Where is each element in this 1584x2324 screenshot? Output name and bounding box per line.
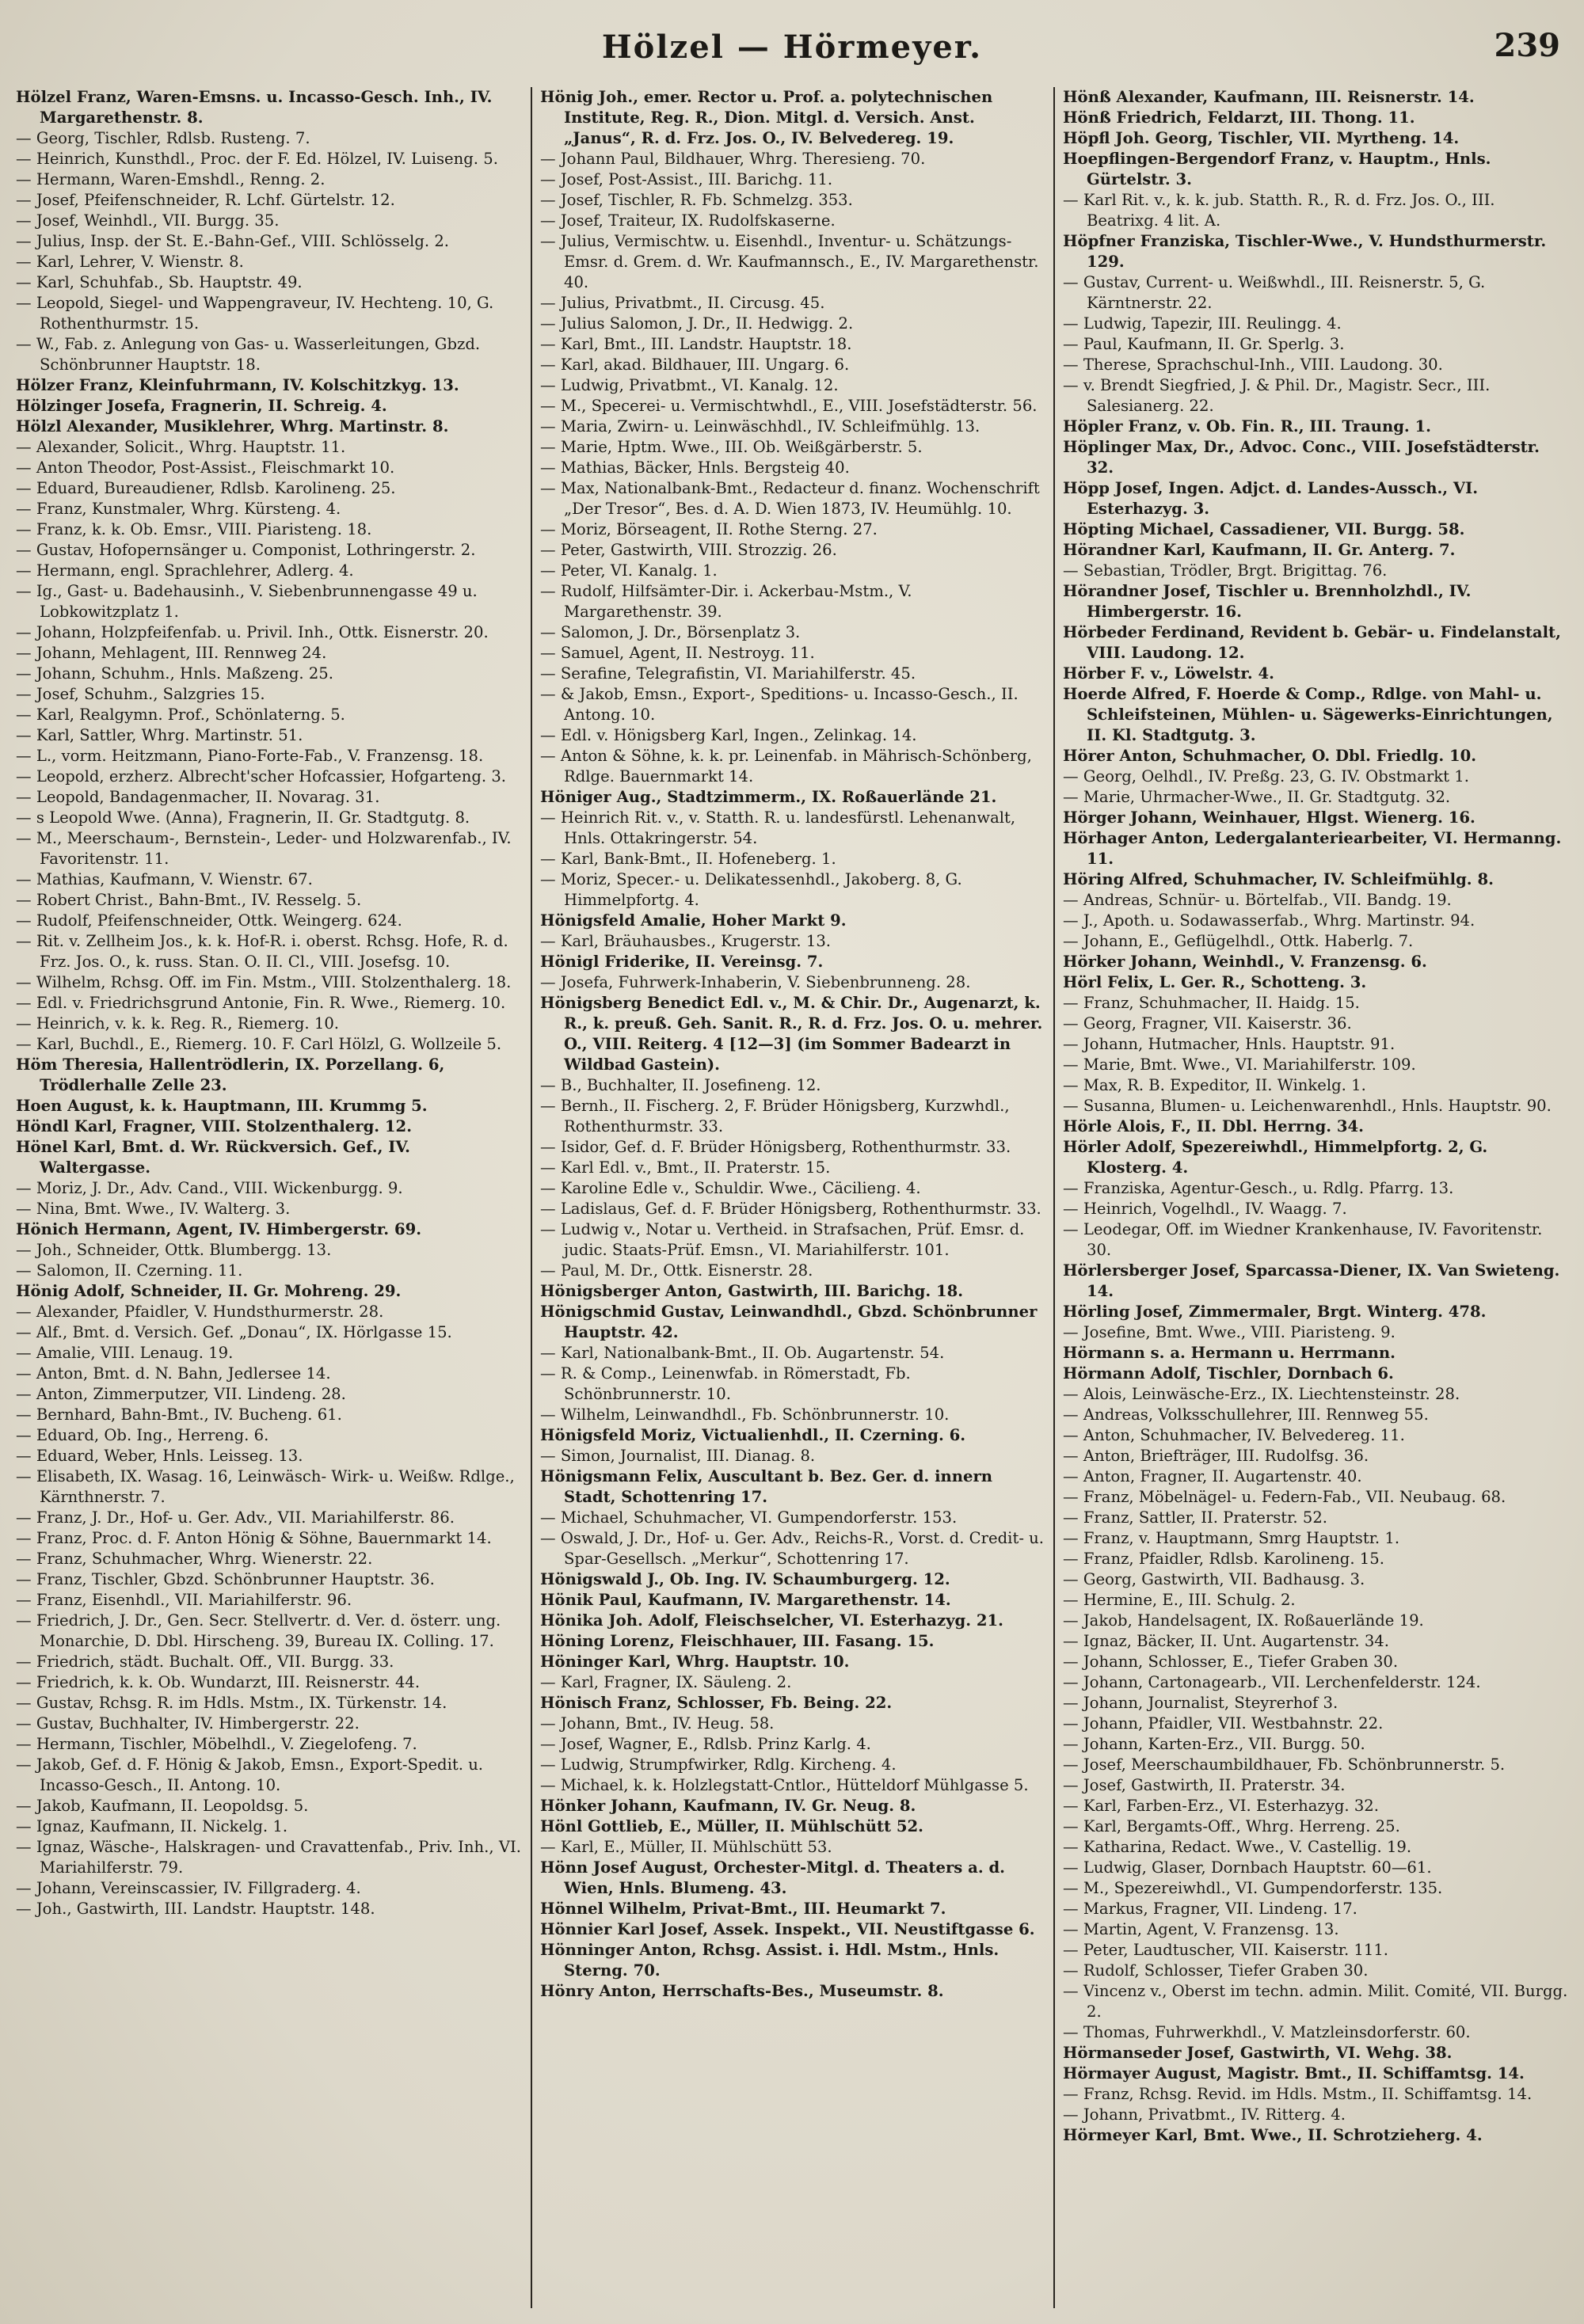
directory-entry: — Ludwig, Tapezir, III. Reulingg. 4. <box>1063 314 1342 333</box>
directory-entry-surname: Hönß Friedrich, Feldarzt, III. Thong. 11. <box>1063 108 1415 127</box>
directory-entry: — Jakob, Handelsagent, IX. Roßauerlände 19. <box>1063 1611 1424 1630</box>
directory-entry: — Heinrich, v. k. k. Reg. R., Riemerg. 10. <box>16 1014 340 1033</box>
directory-entry-surname: Höpfl Joh. Georg, Tischler, VII. Myrtheng. 14. <box>1063 129 1460 147</box>
directory-entry: — Josef, Schuhm., Salzgries 15. <box>16 685 265 703</box>
directory-entry: — Johann, E., Geflügelhdl., Ottk. Haberlg. 7. <box>1063 932 1414 950</box>
directory-entry: — Therese, Sprachschul-Inh., VIII. Laudong. 30. <box>1063 356 1443 374</box>
directory-entry: — Gustav, Current- u. Weißwhdl., III. Reisnerstr. 5, G. Kärntnerstr. 22. <box>1063 273 1486 312</box>
directory-entry: — Franz, Schuhmacher, Whrg. Wienerstr. 22. <box>16 1550 373 1568</box>
directory-entry: — Georg, Fragner, VII. Kaiserstr. 36. <box>1063 1014 1352 1033</box>
directory-entry: — Franz, J. Dr., Hof- u. Ger. Adv., VII. Mariahilferstr. 86. <box>16 1508 455 1527</box>
directory-entry-surname: Hönnel Wilhelm, Privat-Bmt., III. Heumarkt 7. <box>540 1900 946 1918</box>
directory-entry-surname: Hörling Josef, Zimmermaler, Brgt. Winterg. 478. <box>1063 1303 1487 1321</box>
directory-entry: — Karl, Bräuhausbes., Krugerstr. 13. <box>540 932 832 950</box>
directory-entry-surname: Hönn Josef August, Orchester-Mitgl. d. Theaters a. d. Wien, Hnls. Blumeng. 43. <box>540 1858 1005 1897</box>
directory-entry-surname: Hörmanseder Josef, Gastwirth, VI. Wehg. 38. <box>1063 2044 1453 2062</box>
directory-entry: — Friedrich, städt. Buchalt. Off., VII. Burgg. 33. <box>16 1653 394 1671</box>
directory-entry-surname: Hörandner Josef, Tischler u. Brennholzhdl., IV. Himbergerstr. 16. <box>1063 582 1472 621</box>
directory-entry: — Josefa, Fuhrwerk-Inhaberin, V. Siebenbrunneng. 28. <box>540 973 971 991</box>
directory-entry: — Franz, k. k. Ob. Emsr., VIII. Piaristeng. 18. <box>16 520 372 538</box>
directory-entry-surname: Hörker Johann, Weinhdl., V. Franzensg. 6. <box>1063 953 1427 971</box>
directory-entry: — Gustav, Hofopernsänger u. Componist, Lothringerstr. 2. <box>16 541 476 559</box>
directory-columns <box>8 87 1576 2308</box>
directory-entry: — Amalie, VIII. Lenaug. 19. <box>16 1344 234 1362</box>
directory-entry: — Sebastian, Trödler, Brgt. Brigittag. 76. <box>1063 561 1388 580</box>
directory-entry: — Ludwig v., Notar u. Vertheid. in Strafsachen, Prüf. Emsr. d. judic. Staats-Prüf. Emsn., VI. Mariahilferstr. 101. <box>540 1220 1025 1259</box>
directory-entry: — Karl Edl. v., Bmt., II. Praterstr. 15. <box>540 1158 831 1177</box>
directory-entry-surname: Hörmann Adolf, Tischler, Dornbach 6. <box>1063 1364 1394 1383</box>
directory-entry: — Josef, Tischler, R. Fb. Schmelzg. 353. <box>540 191 853 209</box>
directory-entry: — Karl, Bank-Bmt., II. Hofeneberg. 1. <box>540 850 836 868</box>
directory-entry: — Johann, Hutmacher, Hnls. Hauptstr. 91. <box>1063 1035 1396 1053</box>
directory-entry: — Anton, Fragner, II. Augartenstr. 40. <box>1063 1467 1362 1485</box>
directory-entry: — Franz, Pfaidler, Rdlsb. Karolineng. 15. <box>1063 1550 1384 1568</box>
directory-entry: — Georg, Oelhdl., IV. Preßg. 23, G. IV. Obstmarkt 1. <box>1063 767 1469 785</box>
directory-entry: — Anton, Zimmerputzer, VII. Lindeng. 28. <box>16 1385 346 1403</box>
directory-entry: — Johann, Cartonagearb., VII. Lerchenfelderstr. 124. <box>1063 1673 1481 1691</box>
directory-entry: — Karl, Bergamts-Off., Whrg. Herreng. 25. <box>1063 1817 1400 1835</box>
directory-entry: — Josefine, Bmt. Wwe., VIII. Piaristeng. 9. <box>1063 1323 1396 1341</box>
directory-entry: — Samuel, Agent, II. Nestroyg. 11. <box>540 644 815 662</box>
directory-entry: — Josef, Meerschaumbildhauer, Fb. Schönbrunnerstr. 5. <box>1063 1755 1506 1774</box>
directory-column-left <box>8 87 531 2308</box>
directory-entry: — Karl, Sattler, Whrg. Martinstr. 51. <box>16 726 303 744</box>
directory-entry-surname: Hönich Hermann, Agent, IV. Himbergerstr. 69. <box>16 1220 422 1238</box>
directory-entry-surname: Hoerde Alfred, F. Hoerde & Comp., Rdlge. von Mahl- u. Schleifsteinen, Mühlen- u. Sägewerks-Einrichtungen, II. Kl. Stadtgutg. 3. <box>1063 685 1553 744</box>
directory-entry: — Karl, Buchdl., E., Riemerg. 10. F. Carl Hölzl, G. Wollzeile 5. <box>16 1035 502 1053</box>
directory-entry: — Marie, Uhrmacher-Wwe., II. Gr. Stadtgutg. 32. <box>1063 788 1451 806</box>
directory-entry: — Johann, Vereinscassier, IV. Fillgraderg. 4. <box>16 1879 361 1897</box>
directory-entry-surname: Hönig Joh., emer. Rector u. Prof. a. polytechnischen Institute, Reg. R., Dion. Mitgl. d. Versich. Anst. „Janus“, R. d. Frz. Jos. O., IV. Belvedereg. 19. <box>540 88 993 147</box>
directory-entry: — Georg, Gastwirth, VII. Badhausg. 3. <box>1063 1570 1365 1588</box>
directory-entry-surname: Hönigsberg Benedict Edl. v., M. & Chir. Dr., Augenarzt, k. R., k. preuß. Geh. Sanit. R., R. d. Frz. Jos. O. u. mehrer. O., VIII. Reiterg. 4 [12—3] (im Sommer Badearzt in Wildbad Gastein). <box>540 994 1043 1074</box>
directory-entry: — M., Spezereiwhdl., VI. Gumpendorferstr. 135. <box>1063 1879 1443 1897</box>
directory-entry: — Julius, Privatbmt., II. Circusg. 45. <box>540 294 825 312</box>
directory-entry: — Alexander, Solicit., Whrg. Hauptstr. 11. <box>16 438 346 456</box>
directory-entry: — Marie, Hptm. Wwe., III. Ob. Weißgärberstr. 5. <box>540 438 923 456</box>
directory-entry: — Ladislaus, Gef. d. F. Brüder Hönigsberg, Rothenthurmstr. 33. <box>540 1200 1041 1218</box>
directory-entry-surname: Hoen August, k. k. Hauptmann, III. Krummg 5. <box>16 1097 428 1115</box>
directory-entry: — Marie, Bmt. Wwe., VI. Mariahilferstr. 109. <box>1063 1055 1416 1074</box>
directory-entry: — Franziska, Agentur-Gesch., u. Rdlg. Pfarrg. 13. <box>1063 1179 1454 1197</box>
directory-entry: — Robert Christ., Bahn-Bmt., IV. Resselg. 5. <box>16 891 362 909</box>
directory-entry-surname: Hörmeyer Karl, Bmt. Wwe., II. Schrotzieherg. 4. <box>1063 2126 1483 2144</box>
directory-entry-surname: Höm Theresia, Hallentrödlerin, IX. Porzellang. 6, Trödlerhalle Zelle 23. <box>16 1055 445 1094</box>
directory-entry: — Franz, Eisenhdl., VII. Mariahilferstr. 96. <box>16 1591 352 1609</box>
directory-entry-surname: Hönik Paul, Kaufmann, IV. Margarethenstr. 14. <box>540 1591 951 1609</box>
directory-entry: — Ludwig, Privatbmt., VI. Kanalg. 12. <box>540 376 839 394</box>
directory-entry: — Gustav, Buchhalter, IV. Himbergerstr. 22. <box>16 1714 360 1733</box>
directory-entry: — Heinrich, Kunsthdl., Proc. der F. Ed. Hölzel, IV. Luiseng. 5. <box>16 150 498 168</box>
directory-entry: — Karl, Fragner, IX. Säuleng. 2. <box>540 1673 792 1691</box>
directory-entry: — Franz, Rchsg. Revid. im Hdls. Mstm., II. Schiffamtsg. 14. <box>1063 2085 1533 2103</box>
directory-entry: — Johann, Journalist, Steyrerhof 3. <box>1063 1694 1338 1712</box>
directory-entry: — Karoline Edle v., Schuldir. Wwe., Cäcilieng. 4. <box>540 1179 921 1197</box>
directory-entry-surname: Hönker Johann, Kaufmann, IV. Gr. Neug. 8. <box>540 1797 916 1815</box>
directory-entry-surname: Hönß Alexander, Kaufmann, III. Reisnerstr. 14. <box>1063 88 1475 106</box>
directory-entry: — Eduard, Weber, Hnls. Leisseg. 13. <box>16 1447 303 1465</box>
directory-entry-surname: Höning Lorenz, Fleischhauer, III. Fasang. 15. <box>540 1632 935 1650</box>
directory-entry: — Alexander, Pfaidler, V. Hundsthurmerstr. 28. <box>16 1303 384 1321</box>
directory-entry: — Salomon, J. Dr., Börsenplatz 3. <box>540 623 801 641</box>
directory-entry: — Maria, Zwirn- u. Leinwäschhdl., IV. Schleifmühlg. 13. <box>540 417 980 436</box>
directory-entry: — Wilhelm, Leinwandhdl., Fb. Schönbrunnerstr. 10. <box>540 1405 950 1424</box>
directory-entry: — Johann, Schlosser, E., Tiefer Graben 30. <box>1063 1653 1399 1671</box>
directory-entry-surname: Hönigsfeld Moriz, Victualienhdl., II. Czerning. 6. <box>540 1426 966 1444</box>
directory-entry: — Heinrich Rit. v., v. Statth. R. u. landesfürstl. Lehenanwalt, Hnls. Ottakringerstr. 54. <box>540 808 1016 847</box>
directory-entry: — Andreas, Volksschullehrer, III. Rennweg 55. <box>1063 1405 1429 1424</box>
directory-entry: — W., Fab. z. Anlegung von Gas- u. Wasserleitungen, Gbzd. Schönbrunner Hauptstr. 18. <box>16 335 481 374</box>
directory-entry: — Karl, Schuhfab., Sb. Hauptstr. 49. <box>16 273 303 291</box>
directory-entry: — M., Specerei- u. Vermischtwhdl., E., VIII. Josefstädterstr. 56. <box>540 397 1038 415</box>
directory-entry-surname: Hörmayer August, Magistr. Bmt., II. Schiffamtsg. 14. <box>1063 2064 1525 2082</box>
directory-entry: — Anton, Briefträger, III. Rudolfsg. 36. <box>1063 1447 1369 1465</box>
directory-entry: — Leopold, Bandagenmacher, II. Novarag. 31. <box>16 788 380 806</box>
directory-entry: — Ludwig, Strumpfwirker, Rdlg. Kircheng. 4. <box>540 1755 897 1774</box>
directory-entry: — Leopold, erzherz. Albrecht'scher Hofcassier, Hofgarteng. 3. <box>16 767 507 785</box>
directory-entry-surname: Höpp Josef, Ingen. Adjct. d. Landes-Aussch., VI. Esterhazyg. 3. <box>1063 479 1479 518</box>
directory-entry: — Karl, Lehrer, V. Wienstr. 8. <box>16 253 244 271</box>
directory-entry-surname: Hörhager Anton, Ledergalanteriearbeiter, VI. Hermanng. 11. <box>1063 829 1562 868</box>
directory-entry: — Salomon, II. Czerning. 11. <box>16 1261 243 1280</box>
directory-entry: — Oswald, J. Dr., Hof- u. Ger. Adv., Reichs-R., Vorst. d. Credit- u. Spar-Gesellsch. „Merkur“, Schottenring 17. <box>540 1529 1045 1568</box>
page-number: 239 <box>1494 27 1560 64</box>
directory-entry-surname: Höndl Karl, Fragner, VIII. Stolzenthalerg. 12. <box>16 1117 413 1135</box>
directory-entry: — Isidor, Gef. d. F. Brüder Hönigsberg, Rothenthurmstr. 33. <box>540 1138 1011 1156</box>
directory-entry-surname: Hönigswald J., Ob. Ing. IV. Schaumburgerg. 12. <box>540 1570 950 1588</box>
directory-entry: — R. & Comp., Leinenwfab. in Römerstadt, Fb. Schönbrunnerstr. 10. <box>540 1364 911 1403</box>
directory-entry-surname: Hörmann s. a. Hermann u. Herrmann. <box>1063 1344 1396 1362</box>
directory-entry: — Edl. v. Friedrichsgrund Antonie, Fin. R. Wwe., Riemerg. 10. <box>16 994 506 1012</box>
directory-entry-surname: Höplinger Max, Dr., Advoc. Conc., VIII. Josefstädterstr. 32. <box>1063 438 1540 477</box>
directory-entry: — Karl, Nationalbank-Bmt., II. Ob. Augartenstr. 54. <box>540 1344 945 1362</box>
directory-entry: — Joh., Gastwirth, III. Landstr. Hauptstr. 148. <box>16 1900 375 1918</box>
directory-entry: — Mathias, Bäcker, Hnls. Bergsteig 40. <box>540 458 850 477</box>
directory-entry-surname: Hönigschmid Gustav, Leinwandhdl., Gbzd. Schönbrunner Hauptstr. 42. <box>540 1303 1038 1341</box>
directory-entry: — Susanna, Blumen- u. Leichenwarenhdl., Hnls. Hauptstr. 90. <box>1063 1097 1552 1115</box>
directory-entry: — Nina, Bmt. Wwe., IV. Walterg. 3. <box>16 1200 291 1218</box>
directory-entry: — Alois, Leinwäsche-Erz., IX. Liechtensteinstr. 28. <box>1063 1385 1460 1403</box>
directory-entry: — M., Meerschaum-, Bernstein-, Leder- und Holzwarenfab., IV. Favoritenstr. 11. <box>16 829 512 868</box>
directory-entry-surname: Höring Alfred, Schuhmacher, IV. Schleifmühlg. 8. <box>1063 870 1494 888</box>
directory-entry: — Paul, Kaufmann, II. Gr. Sperlg. 3. <box>1063 335 1345 353</box>
directory-entry-surname: Hörle Alois, F., II. Dbl. Herrng. 34. <box>1063 1117 1364 1135</box>
directory-entry: — Katharina, Redact. Wwe., V. Castellig. 19. <box>1063 1838 1412 1856</box>
directory-entry-surname: Hörlersberger Josef, Sparcassa-Diener, IX. Van Swieteng. 14. <box>1063 1261 1560 1300</box>
directory-entry: — Anton Theodor, Post-Assist., Fleischmarkt 10. <box>16 458 395 477</box>
directory-entry: — Joh., Schneider, Ottk. Blumbergg. 13. <box>16 1241 332 1259</box>
directory-entry: — Jakob, Gef. d. F. Hönig & Jakob, Emsn., Export-Spedit. u. Incasso-Gesch., II. Antong. 10. <box>16 1755 484 1794</box>
directory-entry: — Paul, M. Dr., Ottk. Eisnerstr. 28. <box>540 1261 813 1280</box>
directory-entry-surname: Höniger Aug., Stadtzimmerm., IX. Roßauerlände 21. <box>540 788 997 806</box>
directory-entry: — Johann, Bmt., IV. Heug. 58. <box>540 1714 775 1733</box>
directory-entry: — Julius, Insp. der St. E.-Bahn-Gef., VIII. Schlösselg. 2. <box>16 232 450 250</box>
directory-entry: — Friedrich, J. Dr., Gen. Secr. Stellvertr. d. Ver. d. österr. ung. Monarchie, D. Dbl. Hirscheng. 39, Bureau IX. Colling. 17. <box>16 1611 501 1650</box>
directory-entry: — Julius, Vermischtw. u. Eisenhdl., Inventur- u. Schätzungs-Emsr. d. Grem. d. Wr. Kaufmannsch., E., IV. Margarethenstr. 40. <box>540 232 1039 291</box>
directory-entry-surname: Hölzer Franz, Kleinfuhrmann, IV. Kolschitzkyg. 13. <box>16 376 459 394</box>
directory-entry: — Rudolf, Hilfsämter-Dir. i. Ackerbau-Mstm., V. Margarethenstr. 39. <box>540 582 912 621</box>
directory-entry: — Anton, Bmt. d. N. Bahn, Jedlersee 14. <box>16 1364 331 1383</box>
directory-entry: — Anton & Söhne, k. k. pr. Leinenfab. in Mährisch-Schönberg, Rdlge. Bauernmarkt 14. <box>540 747 1032 785</box>
page-header <box>0 14 1584 86</box>
directory-entry: — Jakob, Kaufmann, II. Leopoldsg. 5. <box>16 1797 309 1815</box>
directory-entry-surname: Hölzl Alexander, Musiklehrer, Whrg. Martinstr. 8. <box>16 417 449 436</box>
directory-entry: — Eduard, Ob. Ing., Herreng. 6. <box>16 1426 269 1444</box>
directory-entry-surname: Hönika Joh. Adolf, Fleischselcher, VI. Esterhazyg. 21. <box>540 1611 1003 1630</box>
directory-entry: — Johann Paul, Bildhauer, Whrg. Theresieng. 70. <box>540 150 926 168</box>
directory-entry: — Moriz, Börseagent, II. Rothe Sterng. 27. <box>540 520 878 538</box>
directory-entry: — Franz, Tischler, Gbzd. Schönbrunner Hauptstr. 36. <box>16 1570 435 1588</box>
directory-column-middle <box>531 87 1053 2308</box>
directory-entry: — Franz, Kunstmaler, Whrg. Kürsteng. 4. <box>16 500 341 518</box>
directory-entry: — J., Apoth. u. Sodawasserfab., Whrg. Martinstr. 94. <box>1063 911 1475 930</box>
directory-entry: — Franz, Möbelnägel- u. Federn-Fab., VII. Neubaug. 68. <box>1063 1488 1506 1506</box>
directory-entry: — Elisabeth, IX. Wasag. 16, Leinwäsch- Wirk- u. Weißw. Rdlge., Kärnthnerstr. 7. <box>16 1467 515 1506</box>
directory-entry: — Johann, Holzpfeifenfab. u. Privil. Inh., Ottk. Eisnerstr. 20. <box>16 623 489 641</box>
directory-entry: — Franz, v. Hauptmann, Smrg Hauptstr. 1. <box>1063 1529 1400 1547</box>
directory-entry: — Michael, k. k. Holzlegstatt-Cntlor., Hütteldorf Mühlgasse 5. <box>540 1776 1029 1794</box>
directory-entry: — Leopold, Siegel- und Wappengraveur, IV. Hechteng. 10, G. Rothenthurmstr. 15. <box>16 294 494 333</box>
directory-entry: — Johann, Pfaidler, VII. Westbahnstr. 22. <box>1063 1714 1384 1733</box>
directory-entry-surname: Hölzel Franz, Waren-Emsns. u. Incasso-Gesch. Inh., IV. Margarethenstr. 8. <box>16 88 493 127</box>
directory-entry: — Peter, VI. Kanalg. 1. <box>540 561 718 580</box>
directory-entry: — Franz, Proc. d. F. Anton Hönig & Söhne, Bauernmarkt 14. <box>16 1529 492 1547</box>
directory-entry: — Karl, Bmt., III. Landstr. Hauptstr. 18. <box>540 335 852 353</box>
directory-entry-surname: Hörer Anton, Schuhmacher, O. Dbl. Friedlg. 10. <box>1063 747 1477 765</box>
directory-entry-surname: Hönel Karl, Bmt. d. Wr. Rückversich. Gef., IV. Waltergasse. <box>16 1138 410 1177</box>
directory-entry: — Josef, Post-Assist., III. Barichg. 11. <box>540 170 833 188</box>
directory-entry: — Serafine, Telegrafistin, VI. Mariahilferstr. 45. <box>540 664 916 683</box>
directory-entry: — Franz, Schuhmacher, II. Haidg. 15. <box>1063 994 1360 1012</box>
directory-entry: — Heinrich, Vogelhdl., IV. Waagg. 7. <box>1063 1200 1347 1218</box>
running-head: Hölzel — Hörmeyer. <box>601 29 983 66</box>
directory-entry-surname: Höninger Karl, Whrg. Hauptstr. 10. <box>540 1653 850 1671</box>
directory-entry-surname: Hörler Adolf, Spezereiwhdl., Himmelpfortg. 2, G. Klosterg. 4. <box>1063 1138 1488 1177</box>
directory-entry-surname: Hörl Felix, L. Ger. R., Schotteng. 3. <box>1063 973 1367 991</box>
directory-entry: — Martin, Agent, V. Franzensg. 13. <box>1063 1920 1339 1938</box>
directory-entry: — Moriz, J. Dr., Adv. Cand., VIII. Wickenburgg. 9. <box>16 1179 403 1197</box>
directory-entry: — B., Buchhalter, II. Josefineng. 12. <box>540 1076 821 1094</box>
directory-entry: — Julius Salomon, J. Dr., II. Hedwigg. 2. <box>540 314 854 333</box>
directory-entry: — Vincenz v., Oberst im techn. admin. Milit. Comité, VII. Burgg. 2. <box>1063 1982 1568 2021</box>
directory-entry: — Simon, Journalist, III. Dianag. 8. <box>540 1447 816 1465</box>
directory-entry-surname: Hörandner Karl, Kaufmann, II. Gr. Anterg. 7. <box>1063 541 1456 559</box>
directory-entry-surname: Hönigsmann Felix, Auscultant b. Bez. Ger. d. innern Stadt, Schottenring 17. <box>540 1467 993 1506</box>
directory-entry-surname: Hönigsberger Anton, Gastwirth, III. Barichg. 18. <box>540 1282 964 1300</box>
directory-entry: — Johann, Schuhm., Hnls. Maßzeng. 25. <box>16 664 334 683</box>
directory-entry: — Leodegar, Off. im Wiedner Krankenhause, IV. Favoritenstr. 30. <box>1063 1220 1543 1259</box>
directory-entry: — Rit. v. Zellheim Jos., k. k. Hof-R. i. oberst. Rchsg. Hofe, R. d. Frz. Jos. O., k. russ. Stan. O. II. Cl., VIII. Josefsg. 10. <box>16 932 508 971</box>
directory-entry: — Karl Rit. v., k. k. jub. Statth. R., R. d. Frz. Jos. O., III. Beatrixg. 4 lit. A. <box>1063 191 1495 230</box>
directory-entry: — Josef, Gastwirth, II. Praterstr. 34. <box>1063 1776 1346 1794</box>
directory-entry-surname: Hönninger Anton, Rchsg. Assist. i. Hdl. Mstm., Hnls. Sterng. 70. <box>540 1941 1000 1980</box>
directory-entry-surname: Hölzinger Josefa, Fragnerin, II. Schreig. 4. <box>16 397 387 415</box>
directory-entry-surname: Höpting Michael, Cassadiener, VII. Burgg. 58. <box>1063 520 1465 538</box>
directory-entry: — Josef, Traiteur, IX. Rudolfskaserne. <box>540 211 836 230</box>
directory-entry: — Georg, Tischler, Rdlsb. Rusteng. 7. <box>16 129 310 147</box>
directory-entry: — Hermann, Waren-Emshdl., Renng. 2. <box>16 170 326 188</box>
directory-entry: — Rudolf, Pfeifenschneider, Ottk. Weingerg. 624. <box>16 911 402 930</box>
directory-entry: — Johann, Karten-Erz., VII. Burgg. 50. <box>1063 1735 1365 1753</box>
directory-entry-surname: Hönigl Friderike, II. Vereinsg. 7. <box>540 953 824 971</box>
directory-entry: — Rudolf, Schlosser, Tiefer Graben 30. <box>1063 1961 1369 1980</box>
directory-entry: — s Leopold Wwe. (Anna), Fragnerin, II. Gr. Stadtgutg. 8. <box>16 808 470 827</box>
directory-entry: — Max, Nationalbank-Bmt., Redacteur d. finanz. Wochenschrift „Der Tresor“, Bes. d. A. D. Wien 1873, IV. Heumühlg. 10. <box>540 479 1040 518</box>
directory-entry-surname: Hönl Gottlieb, E., Müller, II. Mühlschütt 52. <box>540 1817 923 1835</box>
directory-entry-surname: Hönnier Karl Josef, Assek. Inspekt., VII. Neustiftgasse 6. <box>540 1920 1035 1938</box>
directory-entry-surname: Hönigsfeld Amalie, Hoher Markt 9. <box>540 911 847 930</box>
directory-entry: — Ignaz, Bäcker, II. Unt. Augartenstr. 34. <box>1063 1632 1389 1650</box>
directory-entry: — Bernh., II. Fischerg. 2, F. Brüder Hönigsberg, Kurzwhdl., Rothenthurmstr. 33. <box>540 1097 1010 1135</box>
directory-entry: — Hermann, engl. Sprachlehrer, Adlerg. 4. <box>16 561 354 580</box>
directory-entry: — Peter, Laudtuscher, VII. Kaiserstr. 111. <box>1063 1941 1389 1959</box>
directory-entry: — Josef, Wagner, E., Rdlsb. Prinz Karlg. 4. <box>540 1735 871 1753</box>
directory-column-right <box>1053 87 1576 2308</box>
directory-entry: — Friedrich, k. k. Ob. Wundarzt, III. Reisnerstr. 44. <box>16 1673 421 1691</box>
directory-entry: — Johann, Privatbmt., IV. Ritterg. 4. <box>1063 2105 1346 2124</box>
directory-entry-surname: Hörbeder Ferdinand, Revident b. Gebär- u. Findelanstalt, VIII. Laudong. 12. <box>1063 623 1561 662</box>
directory-entry: — Andreas, Schnür- u. Börtelfab., VII. Bandg. 19. <box>1063 891 1452 909</box>
directory-entry-surname: Hörber F. v., Löwelstr. 4. <box>1063 664 1275 683</box>
directory-entry: — Eduard, Bureaudiener, Rdlsb. Karolineng. 25. <box>16 479 396 497</box>
directory-entry-surname: Hönisch Franz, Schlosser, Fb. Being. 22. <box>540 1694 893 1712</box>
directory-entry: — Ignaz, Kaufmann, II. Nickelg. 1. <box>16 1817 288 1835</box>
directory-entry: — & Jakob, Emsn., Export-, Speditions- u. Incasso-Gesch., II. Antong. 10. <box>540 685 1019 724</box>
directory-entry: — Bernhard, Bahn-Bmt., IV. Bucheng. 61. <box>16 1405 342 1424</box>
directory-entry: — Wilhelm, Rchsg. Off. im Fin. Mstm., VIII. Stolzenthalerg. 18. <box>16 973 512 991</box>
directory-entry-surname: Höpler Franz, v. Ob. Fin. R., III. Traung. 1. <box>1063 417 1431 436</box>
directory-entry: — Karl, akad. Bildhauer, III. Ungarg. 6. <box>540 356 850 374</box>
directory-entry-surname: Hoepflingen-Bergendorf Franz, v. Hauptm., Hnls. Gürtelstr. 3. <box>1063 150 1491 188</box>
directory-entry-surname: Hönig Adolf, Schneider, II. Gr. Mohreng. 29. <box>16 1282 402 1300</box>
directory-entry: — Karl, Farben-Erz., VI. Esterhazyg. 32. <box>1063 1797 1379 1815</box>
directory-entry: — Ludwig, Glaser, Dornbach Hauptstr. 60—61. <box>1063 1858 1432 1877</box>
directory-entry: — Ignaz, Wäsche-, Halskragen- und Cravattenfab., Priv. Inh., VI. Mariahilferstr. 79. <box>16 1838 521 1877</box>
directory-entry: — Franz, Sattler, II. Praterstr. 52. <box>1063 1508 1328 1527</box>
directory-entry: — Peter, Gastwirth, VIII. Strozzig. 26. <box>540 541 837 559</box>
directory-entry: — Markus, Fragner, VII. Lindeng. 17. <box>1063 1900 1357 1918</box>
directory-entry: — v. Brendt Siegfried, J. & Phil. Dr., Magistr. Secr., III. Salesianerg. 22. <box>1063 376 1491 415</box>
directory-entry: — Moriz, Specer.- u. Delikatessenhdl., Jakoberg. 8, G. Himmelpfortg. 4. <box>540 870 962 909</box>
directory-entry: — Karl, E., Müller, II. Mühlschütt 53. <box>540 1838 832 1856</box>
directory-entry: — Thomas, Fuhrwerkhdl., V. Matzleinsdorferstr. 60. <box>1063 2023 1471 2041</box>
directory-entry-surname: Hönry Anton, Herrschafts-Bes., Museumstr. 8. <box>540 1982 944 2000</box>
directory-entry-surname: Hörger Johann, Weinhauer, Hlgst. Wienerg. 16. <box>1063 808 1475 827</box>
directory-entry: — Michael, Schuhmacher, VI. Gumpendorferstr. 153. <box>540 1508 958 1527</box>
directory-entry: — Johann, Mehlagent, III. Rennweg 24. <box>16 644 327 662</box>
directory-entry: — Josef, Pfeifenschneider, R. Lchf. Gürtelstr. 12. <box>16 191 395 209</box>
directory-entry: — Hermann, Tischler, Möbelhdl., V. Ziegelofeng. 7. <box>16 1735 417 1753</box>
directory-entry: — Ig., Gast- u. Badehausinh., V. Siebenbrunnengasse 49 u. Lobkowitzplatz 1. <box>16 582 478 621</box>
directory-entry: — Josef, Weinhdl., VII. Burgg. 35. <box>16 211 280 230</box>
directory-entry: — Max, R. B. Expeditor, II. Winkelg. 1. <box>1063 1076 1366 1094</box>
directory-entry: — Hermine, E., III. Schulg. 2. <box>1063 1591 1296 1609</box>
directory-entry: — Anton, Schuhmacher, IV. Belvedereg. 11. <box>1063 1426 1405 1444</box>
directory-entry: — Karl, Realgymn. Prof., Schönlaterng. 5. <box>16 706 345 724</box>
directory-entry: — Gustav, Rchsg. R. im Hdls. Mstm., IX. Türkenstr. 14. <box>16 1694 447 1712</box>
directory-entry: — Edl. v. Hönigsberg Karl, Ingen., Zelinkag. 14. <box>540 726 917 744</box>
directory-entry-surname: Höpfner Franziska, Tischler-Wwe., V. Hundsthurmerstr. 129. <box>1063 232 1547 271</box>
directory-entry: — Mathias, Kaufmann, V. Wienstr. 67. <box>16 870 313 888</box>
directory-entry: — L., vorm. Heitzmann, Piano-Forte-Fab., V. Franzensg. 18. <box>16 747 484 765</box>
directory-entry: — Alf., Bmt. d. Versich. Gef. „Donau“, IX. Hörlgasse 15. <box>16 1323 452 1341</box>
